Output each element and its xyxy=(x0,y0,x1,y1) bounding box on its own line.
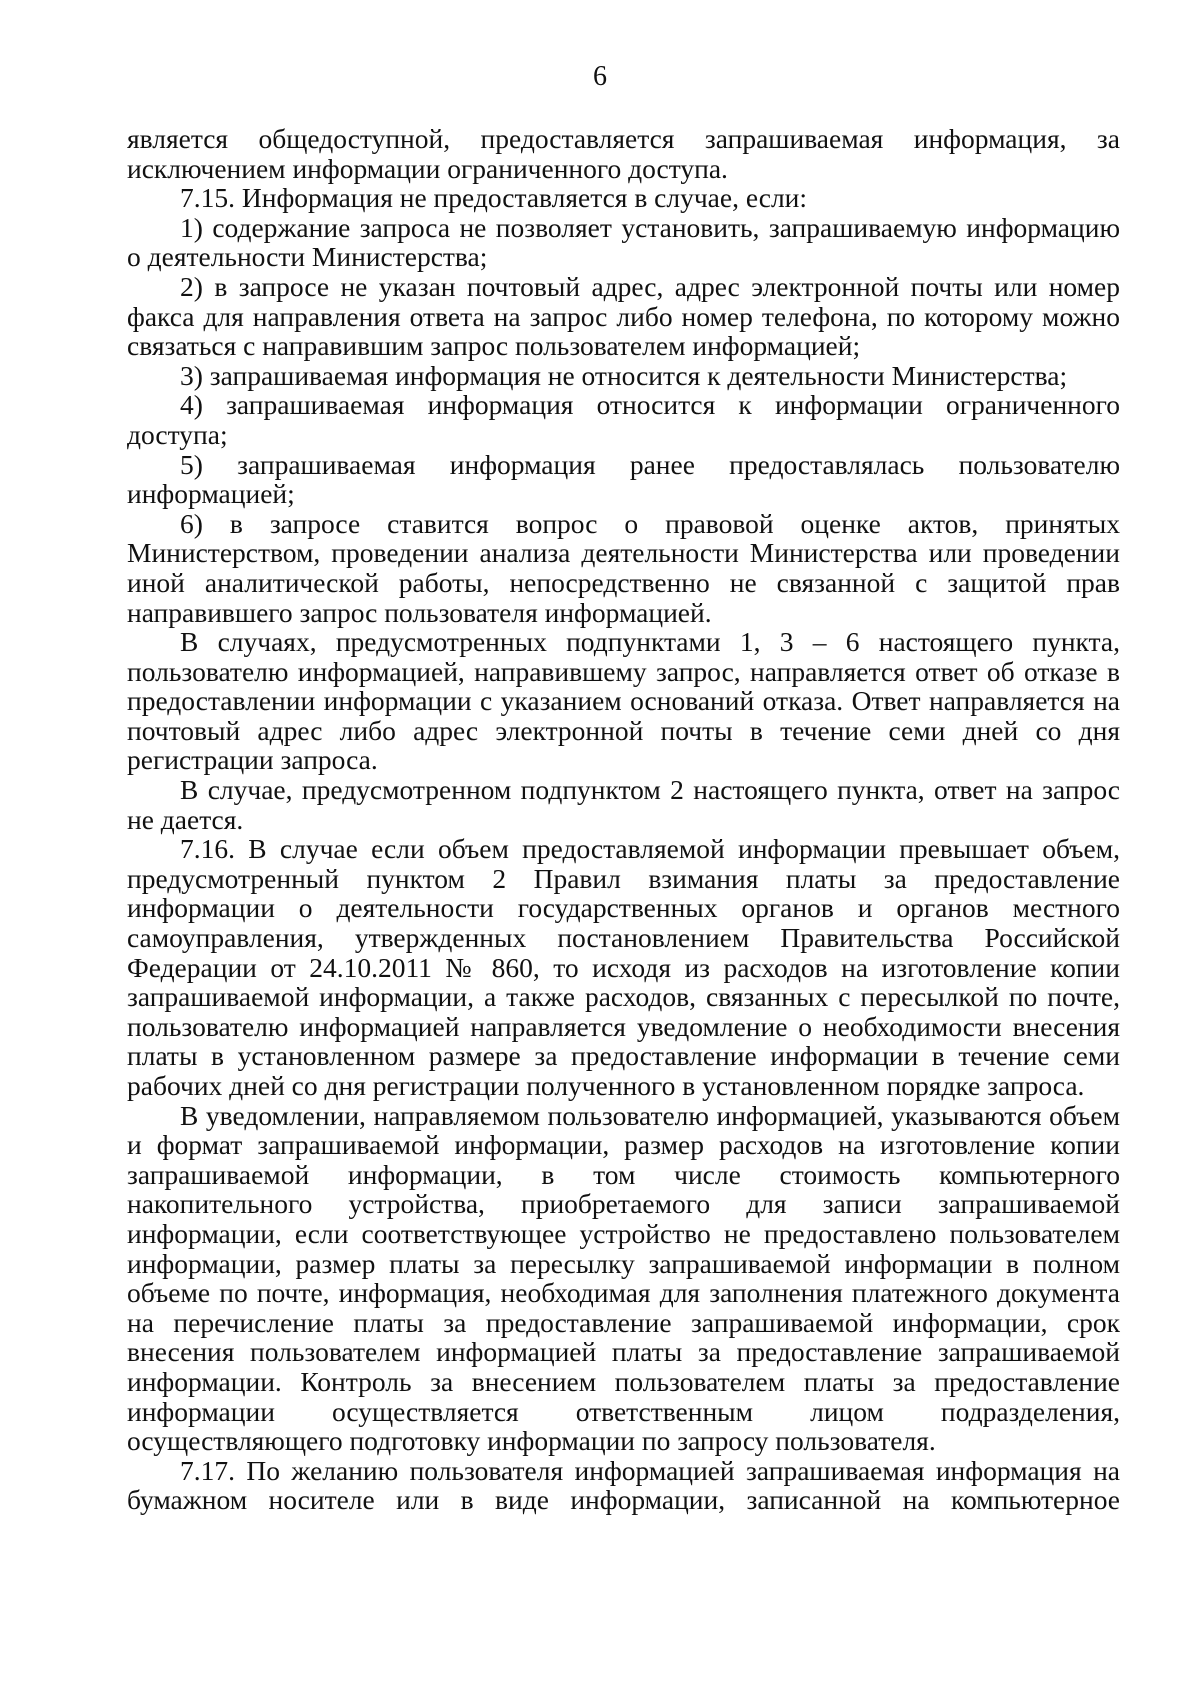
paragraph-7-15-item-5: 5) запрашиваемая информация ранее предоставлялась пользователю информацией; xyxy=(127,448,1120,510)
document-body xyxy=(127,124,1120,1515)
paragraph-7-15-item-2: 2) в запросе не указан почтовый адрес, адрес электронной почты или номер факса для направления ответа на запрос либо номер телефона, по которому можно связаться с направившим запрос пользователем информацией; xyxy=(127,270,1120,362)
page-number: 6 xyxy=(593,61,607,92)
paragraph-7-15-heading: 7.15. Информация не предоставляется в случае, если: xyxy=(180,182,808,214)
paragraph-refusal-cases: В случаях, предусмотренных подпунктами 1, 3 – 6 настоящего пункта, пользователю информацией, направившему запрос, направляется ответ об отказе в предоставлении информации с указанием оснований отказа. Ответ направляется на почтовый адрес либо адрес электронной почты в течение семи дней со дня регистрации запроса. xyxy=(127,626,1120,776)
paragraph-7-15-item-1: 1) содержание запроса не позволяет установить, запрашиваемую информацию о деятельности Министерства; xyxy=(127,211,1120,273)
paragraph-continuation: является общедоступной, предоставляется запрашиваемая информация, за исключением информации ограниченного доступа. xyxy=(127,123,1120,184)
paragraph-7-15-item-6: 6) в запросе ставится вопрос о правовой оценке актов, принятых Министерством, проведении анализа деятельности Министерства или проведении иной аналитической работы, непосредственно не связанной с защитой прав направившего запрос пользователя информацией. xyxy=(127,507,1120,628)
paragraph-no-answer-case: В случае, предусмотренном подпунктом 2 настоящего пункта, ответ на запрос не дается. xyxy=(127,774,1120,835)
paragraph-7-15-item-3: 3) запрашиваемая информация не относится к деятельности Министерства; xyxy=(180,359,1068,391)
paragraph-7-16: 7.16. В случае если объем предоставляемой информации превышает объем, предусмотренный пунктом 2 Правил взимания платы за предоставление информации о деятельности государственных органов и органов местного самоуправления, утвержденных постановлением Правительства Российской Федерации от 24.10.2011 № 860, то исходя из расходов на изготовление копии запрашиваемой информации, а также расходов, связанных с пересылкой по почте, пользователю информацией направляется уведомление о необходимости внесения платы в установленном размере за предоставление информации в течение семи рабочих дней со дня регистрации полученного в установленном порядке запроса. xyxy=(127,833,1120,1101)
paragraph-7-17: 7.17. По желанию пользователя информацией запрашиваемая информация на бумажном носителе или в виде информации, записанной на компьютерное xyxy=(127,1454,1120,1516)
paragraph-notification: В уведомлении, направляемом пользователю информацией, указываются объем и формат запрашиваемой информации, размер расходов на изготовление копии запрашиваемой информации, в том числе стоимость компьютерного накопительного устройства, приобретаемого для записи запрашиваемой информации, если соответствующее устройство не предоставлено пользователем информации, размер платы за пересылку запрашиваемой информации в полном объеме по почте, информация, необходимая для заполнения платежного документа на перечисление платы за предоставление запрашиваемой информации, срок внесения пользователем информацией платы за предоставление запрашиваемой информации. Контроль за внесением пользователем платы за предоставление информации осуществляется ответственным лицом подразделения, осуществляющего подготовку информации по запросу пользователя. xyxy=(127,1099,1120,1457)
paragraph-7-15-item-4: 4) запрашиваемая информация относится к информации ограниченного доступа; xyxy=(127,389,1120,450)
